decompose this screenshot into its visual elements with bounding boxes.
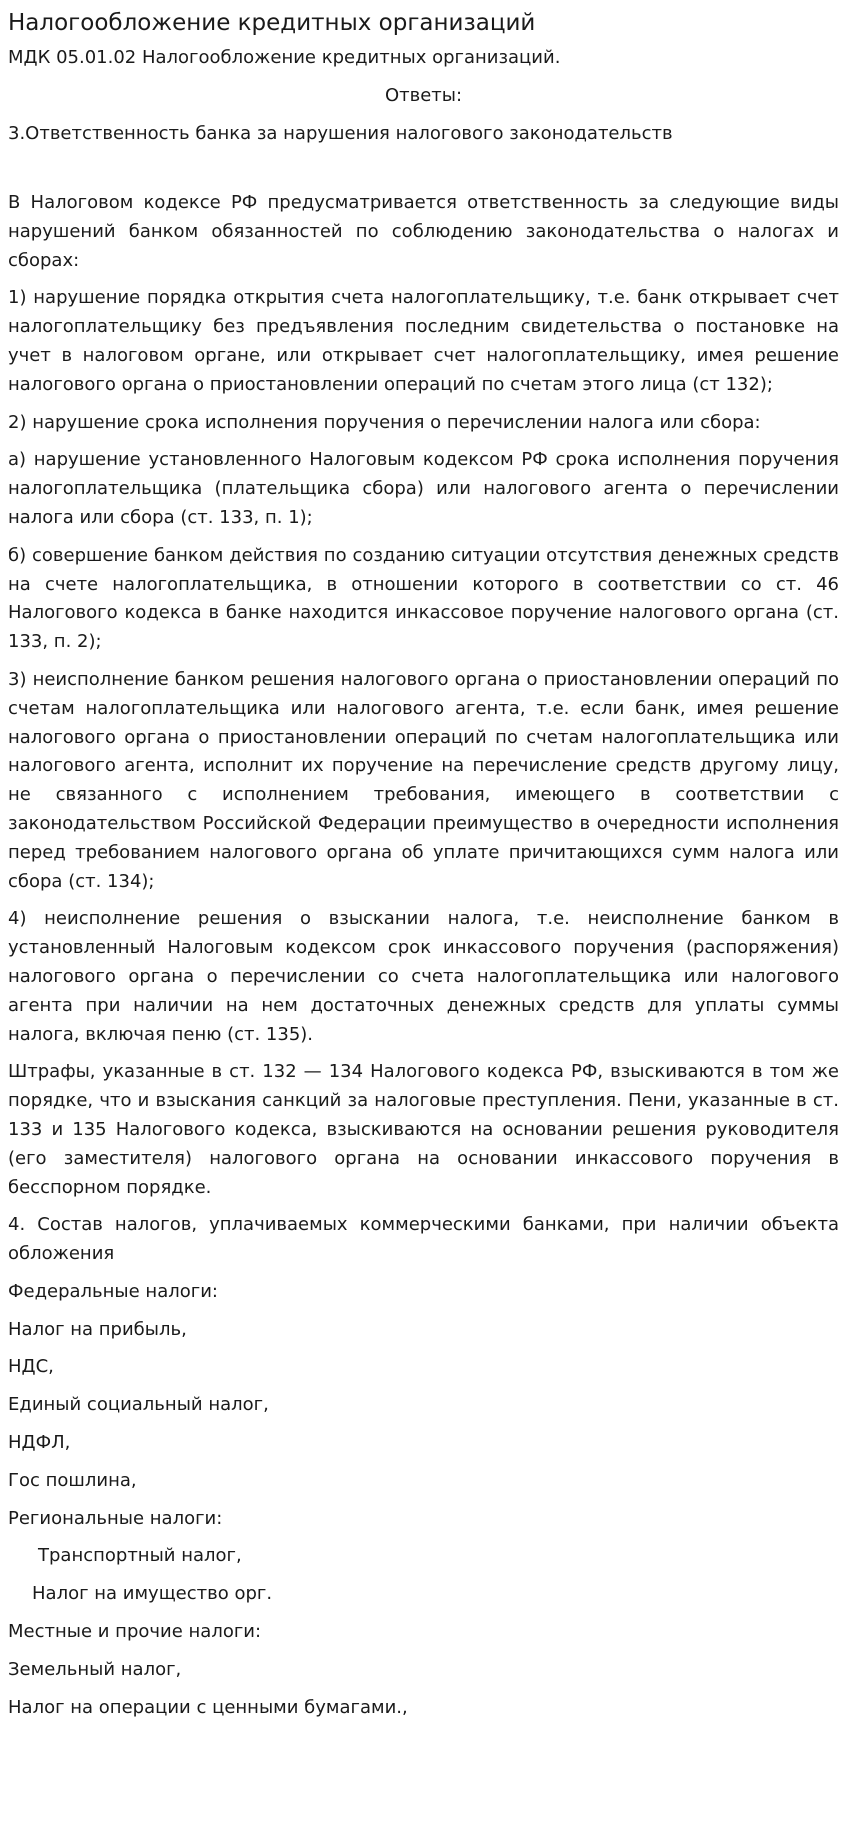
violation-item-4: 4) неисполнение решения о взыскании налога, т.е. неисполнение банком в установленный Налоговым кодексом срок инкассового поручения (распоряжения) налогового органа о перечислении со счета налогоплательщика или налогового агента при наличии на нем достаточных денежных средств для уплаты суммы налога, включая пеню (ст. 135). bbox=[8, 908, 839, 1045]
violation-item-3: 3) неисполнение банком решения налогового органа о приостановлении операций по счетам налогоплательщика или налогового агента, т.е. если банк, имея решение налогового органа о приостановлении операций по счетам налогоплательщика или налогового агента, исполнит их поручение на перечисление средств другому лицу, не связанного с исполнением требования, имеющего в соответствии с законодательством Российской Федерации преимущество в очередности исполнения перед требованием налогового органа об уплате причитающихся сумм налога или сбора (ст. 134); bbox=[8, 668, 839, 892]
local-taxes-label: Местные и прочие налоги: bbox=[8, 1621, 262, 1643]
federal-tax-item: Налог на прибыль, bbox=[8, 1318, 187, 1340]
regional-tax-item: Транспортный налог, bbox=[38, 1545, 242, 1567]
question-3-intro: В Налоговом кодексе РФ предусматривается ответственность за следующие виды нарушений банком обязанностей по соблюдению законодательства о налогах и сборах: bbox=[8, 192, 839, 271]
federal-tax-item: НДС, bbox=[8, 1356, 54, 1378]
question-4-heading: 4. Состав налогов, уплачиваемых коммерческими банками, при наличии объекта обложения bbox=[8, 1214, 839, 1265]
violation-item-1: 1) нарушение порядка открытия счета налогоплательщику, т.е. банк открывает счет налогоплательщику без предъявления последним свидетельства о постановке на учет в налоговом органе, или открывает счет налогоплательщику, имея решение налогового органа о приостановлении операций по счетам этого лица (ст 132); bbox=[8, 287, 839, 395]
regional-taxes-label: Региональные налоги: bbox=[8, 1507, 223, 1529]
federal-tax-item: Гос пошлина, bbox=[8, 1469, 137, 1491]
federal-taxes-label: Федеральные налоги: bbox=[8, 1280, 218, 1302]
violation-item-2b: б) совершение банком действия по созданию ситуации отсутствия денежных средств на счете налогоплательщика, в отношении которого в соответствии со ст. 46 Налогового кодекса в банке находится инкассовое поручение налогового органа (ст. 133, п. 2); bbox=[8, 544, 839, 653]
federal-tax-item: НДФЛ, bbox=[8, 1432, 71, 1454]
page-title: Налогообложение кредитных организаций bbox=[8, 10, 536, 36]
local-tax-item: Налог на операции с ценными бумагами., bbox=[8, 1696, 408, 1718]
fines-paragraph: Штрафы, указанные в ст. 132 — 134 Налогового кодекса РФ, взыскиваются в том же порядке, что и взыскания санкций за налоговые преступления. Пени, указанные в ст. 133 и 135 Налогового кодекса, взыскиваются на основании решения руководителя (его заместителя) налогового органа на основании инкассового поручения в бесспорном порядке. bbox=[8, 1061, 839, 1198]
federal-tax-item: Единый социальный налог, bbox=[8, 1394, 269, 1416]
regional-tax-item: Налог на имущество орг. bbox=[32, 1583, 273, 1605]
local-tax-item: Земельный налог, bbox=[8, 1658, 182, 1680]
violation-item-2a: а) нарушение установленного Налоговым кодексом РФ срока исполнения поручения налогоплательщика (плательщика сбора) или налогового агента о перечислении налога или сбора (ст. 133, п. 1); bbox=[8, 449, 839, 528]
answers-label: Ответы: bbox=[384, 85, 463, 106]
violation-item-2: 2) нарушение срока исполнения поручения о перечислении налога или сбора: bbox=[8, 411, 761, 433]
question-3-heading: 3.Ответственность банка за нарушения налогового законодательств bbox=[8, 123, 673, 144]
course-subtitle: МДК 05.01.02 Налогообложение кредитных организаций. bbox=[8, 47, 561, 68]
